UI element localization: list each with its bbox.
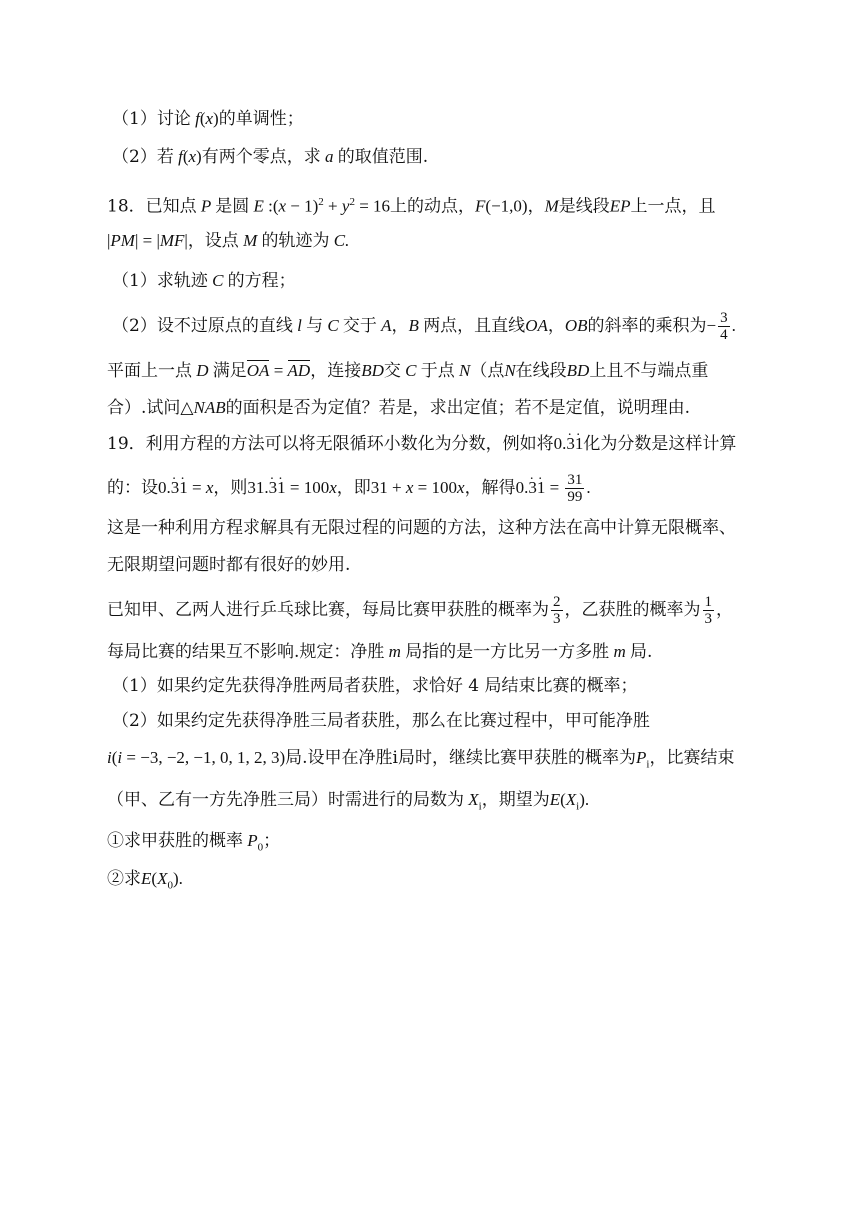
q19-part1: （1）如果约定先获得净胜两局者获胜，求恰好 4 局结束比赛的概率； (112, 676, 638, 696)
q19-line10: （甲、乙有一方先净胜三局）时需进行的局数为 $X_i$，期望为$E(X_i)$. (107, 790, 590, 813)
q17-part2: （2）若 f(x)有两个零点，求 a 的取值范围. (112, 147, 429, 167)
q19-line6: 每局比赛的结果互不影响.规定：净胜 m 局指的是一方比另一方多胜 m 局. (107, 642, 653, 662)
q19-part2: （2）如果约定先获得净胜三局者获胜，那么在比赛过程中，甲可能净胜 (112, 711, 650, 731)
q19-line5: 已知甲、乙两人进行乒乓球比赛，每局比赛甲获胜的概率为 $\frac{2}{3}$ ，乙获胜的概率为 $\frac{1}{3}$ ， (107, 594, 733, 627)
q18-line5: 平面上一点 D 满足OA = AD，连接BD交 C 于点 N（点N在线段BD上且不与端点重 (107, 361, 709, 381)
q19-line3: 这是一种利用方程求解具有无限过程的问题的方法，这种方法在高中计算无限概率、 (107, 518, 736, 538)
q18-line2: |PM| = |MF|，设点 M 的轨迹为 C. (107, 231, 350, 251)
q18-part2: （2）设不过原点的直线 l 与 C 交于 A，B 两点，且直线OA，OB的斜率的乘积为− $\frac{3}{4}$ . (112, 310, 736, 343)
q17-part1: （1）讨论 f(x)的单调性； (112, 109, 304, 129)
q19-sub1: ①求甲获胜的概率 $P_0$； (107, 831, 281, 854)
fraction-three-quarters: $\frac{3}{4}$ (720, 310, 728, 343)
fraction-one-third: $\frac{1}{3}$ (704, 594, 712, 627)
q19-line4: 无限期望问题时都有很好的妙用. (107, 555, 351, 575)
q19-line1: 19．利用方程的方法可以将无限循环小数化为分数，例如将0.· 3· 1化为分数是这样计算 (107, 431, 800, 457)
fraction-31-99: $\frac{31}{99}$ (567, 472, 583, 505)
q19-line9: i(i = −3, −2, −1, 0, 1, 2, 3)局.设甲在净胜i局时，继续比赛甲获胜的概率为$P_i$，比赛结束 (107, 748, 735, 771)
q19-line2: 的：设0.· 3· 1 = x，则31.· 3· 1 = 100x，即31 + x = 100x，解得0.· 3· 1 = $\frac{31}{99}$ . (107, 472, 800, 505)
fraction-two-thirds: $\frac{2}{3}$ (553, 594, 561, 627)
q18-line6: 合）.试问△NAB的面积是否为定值？若是，求出定值；若不是定值，说明理由. (107, 398, 690, 418)
q18-part1: （1）求轨迹 C 的方程； (112, 271, 296, 291)
q18-line1: 18．已知点 P 是圆 E :(x − $1)^2 + y^2 = 16$上的动点，F(−1,0)，M是线段EP上一点，且 (107, 196, 716, 217)
q19-sub2: ②求$E(X_0)$. (107, 869, 183, 892)
